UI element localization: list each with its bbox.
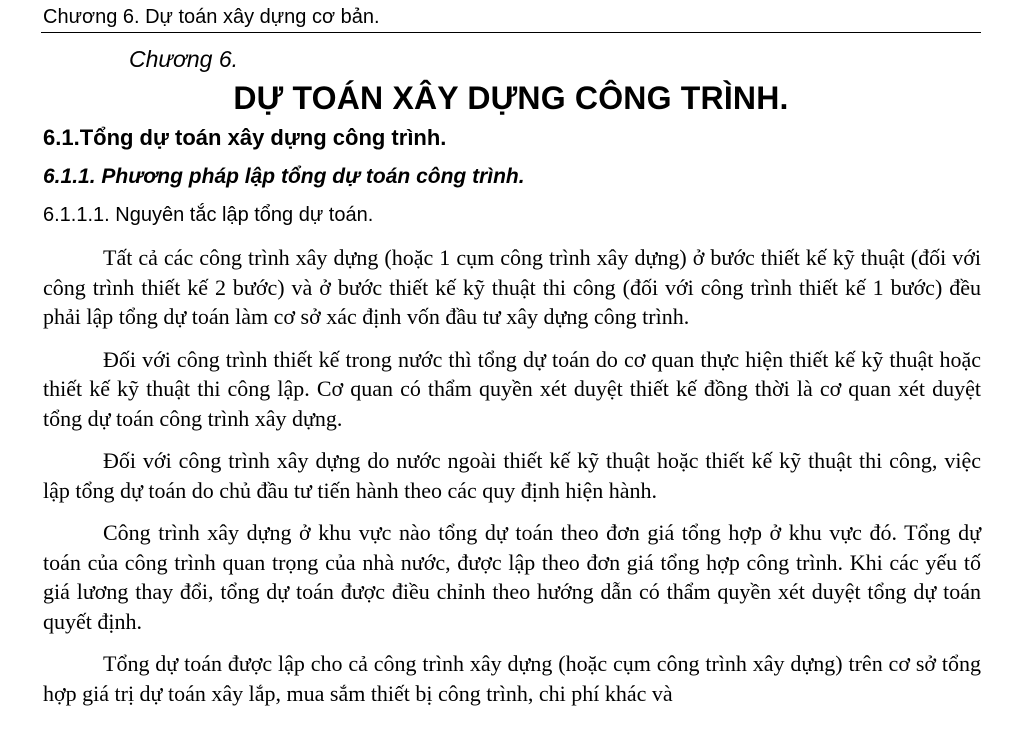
document-page <box>41 0 981 708</box>
body-paragraph-2: Đối với công trình thiết kế trong nước thì tổng dự toán do cơ quan thực hiện thiết kế kỹ thuật hoặc thiết kế kỹ thuật thi công lập. Cơ quan có thẩm quyền xét duyệt thiết kế đồng thời là cơ quan xét duyệt tổng dự toán công trình xây dựng. <box>43 346 981 431</box>
chapter-title: DỰ TOÁN XÂY DỰNG CÔNG TRÌNH. <box>233 80 789 116</box>
chapter-label: Chương 6. <box>129 46 239 72</box>
subsubsection-heading-6-1-1-1: 6.1.1.1. Nguyên tắc lập tổng dự toán. <box>43 204 374 226</box>
body-paragraph-5: Tổng dự toán được lập cho cả công trình xây dựng (hoặc cụm công trình xây dựng) trên cơ sở tổng hợp giá trị dự toán xây lắp, mua sắm thiết bị công trình, chi phí khác và <box>43 651 981 706</box>
body-paragraph-3: Đối với công trình xây dựng do nước ngoài thiết kế kỹ thuật hoặc thiết kế kỹ thuật thi công, việc lập tổng dự toán do chủ đầu tư tiến hành theo các quy định hiện hành. <box>43 448 981 503</box>
section-heading-6-1: 6.1.Tổng dự toán xây dựng công trình. <box>43 125 447 150</box>
running-header: Chương 6. Dự toán xây dựng cơ bản. <box>41 3 981 33</box>
subsection-heading-6-1-1: 6.1.1. Phương pháp lập tổng dự toán công trình. <box>43 165 525 188</box>
body-paragraph-1: Tất cả các công trình xây dựng (hoặc 1 cụm công trình xây dựng) ở bước thiết kế kỹ thuật (đối với công trình thiết kế 2 bước) và ở bước thiết kế kỹ thuật thi công (đối với công trình thiết kế 1 bước) đều phải lập tổng dự toán làm cơ sở xác định vốn đầu tư xây dựng công trình. <box>43 245 981 329</box>
body-paragraph-4: Công trình xây dựng ở khu vực nào tổng dự toán theo đơn giá tổng hợp ở khu vực đó. Tổng dự toán của công trình quan trọng của nhà nước, được lập theo đơn giá tổng hợp công trình. Khi các yếu tố giá lương thay đổi, tổng dự toán được điều chỉnh theo hướng dẫn có thẩm quyền xét duyệt tổng dự toán quyết định. <box>43 520 981 634</box>
